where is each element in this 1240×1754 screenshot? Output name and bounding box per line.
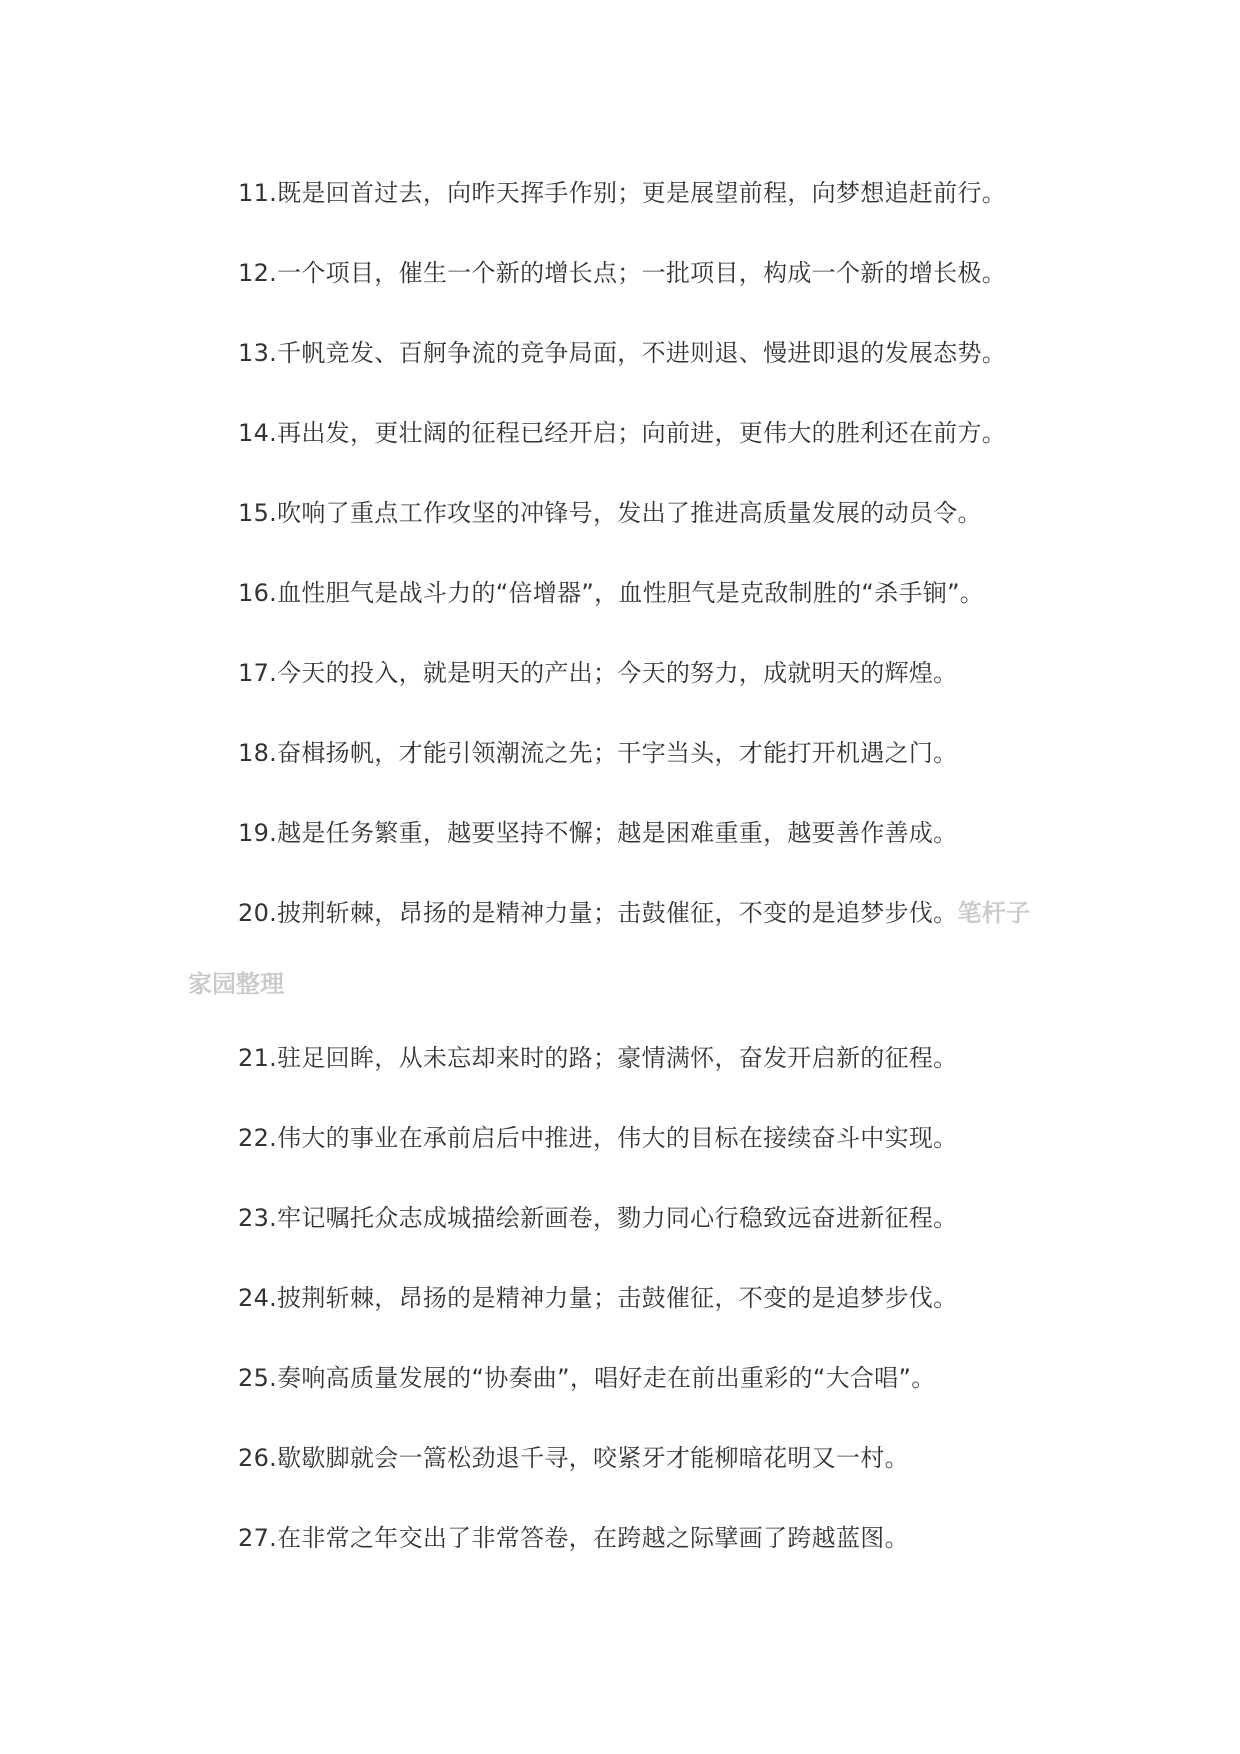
list-item: 13.千帆竞发、百舸争流的竞争局面，不进则退、慢进即退的发展态势。: [238, 339, 1007, 367]
list-item: 22.伟大的事业在承前启后中推进，伟大的目标在接续奋斗中实现。: [238, 1124, 958, 1152]
list-item: 16.血性胆气是战斗力的“倍增器”，血性胆气是克敌制胜的“杀手锏”。: [238, 579, 985, 607]
watermark-text: 笔杆子: [957, 899, 1031, 927]
list-item: 18.奋楫扬帆，才能引领潮流之先；干字当头，才能打开机遇之门。: [238, 739, 958, 767]
list-item: 17.今天的投入，就是明天的产出；今天的努力，成就明天的辉煌。: [238, 659, 958, 687]
list-item: 19.越是任务繁重，越要坚持不懈；越是困难重重，越要善作善成。: [238, 819, 958, 847]
list-item: 21.驻足回眸，从未忘却来时的路；豪情满怀，奋发开启新的征程。: [238, 1044, 958, 1072]
list-item-with-watermark: [238, 898, 1030, 928]
list-item: 12.一个项目，催生一个新的增长点；一批项目，构成一个新的增长极。: [238, 259, 1007, 287]
list-item: 26.歇歇脚就会一篙松劲退千寻，咬紧牙才能柳暗花明又一村。: [238, 1444, 909, 1472]
list-item: 23.牢记嘱托众志成城描绘新画卷，勠力同心行稳致远奋进新征程。: [238, 1204, 958, 1232]
list-item: 15.吹响了重点工作攻坚的冲锋号，发出了推进高质量发展的动员令。: [238, 499, 982, 527]
watermark-text-continued: 家园整理: [188, 970, 284, 998]
list-item: 11.既是回首过去，向昨天挥手作别；更是展望前程，向梦想追赶前行。: [238, 179, 1007, 207]
list-item: 14.再出发，更壮阔的征程已经开启；向前进，更伟大的胜利还在前方。: [238, 419, 1007, 447]
list-item-text: 20.披荆斩棘，昂扬的是精神力量；击鼓催征，不变的是追梦步伐。: [238, 899, 958, 927]
list-item: 25.奏响高质量发展的“协奏曲”，唱好走在前出重彩的“大合唱”。: [238, 1364, 936, 1392]
list-item: 27.在非常之年交出了非常答卷，在跨越之际擘画了跨越蓝图。: [238, 1524, 909, 1552]
list-item: 24.披荆斩棘，昂扬的是精神力量；击鼓催征，不变的是追梦步伐。: [238, 1284, 958, 1312]
